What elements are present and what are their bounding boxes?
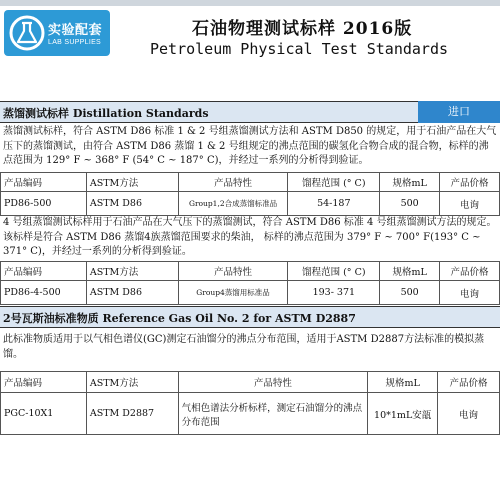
column-header: 产品价格 xyxy=(438,372,500,393)
product-code: PD86-4-500 xyxy=(1,281,87,305)
volume-spec: 500 xyxy=(380,281,440,305)
table-header-row xyxy=(1,173,500,192)
price: 电询 xyxy=(440,281,500,305)
table-row xyxy=(1,281,500,305)
import-badge[interactable]: 进口 xyxy=(418,101,500,123)
astm-method: ASTM D86 xyxy=(86,192,178,216)
page-title-cn: 石油物理测试标样 2016版 xyxy=(192,19,413,39)
product-feature: Group1,2合成蒸馏标准品 xyxy=(178,192,288,216)
column-header: 规格mL xyxy=(380,262,440,281)
astm-method: ASTM D2887 xyxy=(86,393,178,435)
table-header-row xyxy=(1,262,500,281)
table-row xyxy=(1,393,500,435)
column-header: 产品编码 xyxy=(1,372,87,393)
column-header: 馏程范围 (° C) xyxy=(288,173,380,192)
spec-table xyxy=(0,172,500,216)
column-header: 产品价格 xyxy=(440,262,500,281)
volume-spec: 500 xyxy=(380,192,440,216)
section-description: 蒸馏测试标样，符合 ASTM D86 标准 1 & 2 号组蒸馏测试方法和 ASTM D850 的规定，用于石油产品在大气压下的蒸馏测试，由符合 ASTM D86 蒸馏 1 & 2 号组规定的沸点范围的碳氢化合物合成的混合物，标样的沸点范围为 129° F ~ 368° F (54° C ~ 187° C)，并经过一系列的分析得到验证。 xyxy=(3,126,497,166)
section-description: 此标准物质适用于以气相色谱仪(GC)测定石油馏分的沸点分布范围，适用于ASTM D2887方法标准的模拟蒸馏。 xyxy=(3,334,485,360)
column-header: ASTM方法 xyxy=(86,173,178,192)
logo-text-cn: 实验配套 xyxy=(48,23,103,38)
column-header: ASTM方法 xyxy=(86,372,178,393)
product-code: PD86-500 xyxy=(1,192,87,216)
section-title: 2号瓦斯油标准物质 Reference Gas Oil No. 2 for ASTM D2887 xyxy=(3,312,356,325)
product-code: PGC-10X1 xyxy=(1,393,87,435)
price: 电询 xyxy=(440,192,500,216)
column-header: 产品编码 xyxy=(1,173,87,192)
volume-spec: 10*1mL安瓿 xyxy=(368,393,438,435)
column-header: 规格mL xyxy=(380,173,440,192)
column-header: 馏程范围 (° C) xyxy=(288,262,380,281)
section-header-distillation xyxy=(0,101,500,123)
section-description: 4 号组蒸馏测试标样用于石油产品在大气压下的蒸馏测试，符合 ASTM D86 标准 4 号组蒸馏测试方法的规定。 该标样是符合 ASTM D86 蒸馏4族蒸馏范围要求的柴油， 标样的沸点范围为 379° F ~ 700° F(193° C ~ 371° C)，并经过一系列的分析得到验证。 xyxy=(3,217,497,257)
spec-table xyxy=(0,261,500,305)
distillation-range: 54-187 xyxy=(288,192,380,216)
distillation-range: 193- 371 xyxy=(288,281,380,305)
spec-table xyxy=(0,371,500,435)
section-title: 蒸馏测试标样 Distillation Standards xyxy=(3,107,209,120)
column-header: 产品特性 xyxy=(178,173,288,192)
product-feature: Group4蒸馏用标准品 xyxy=(178,281,288,305)
table-header-row xyxy=(1,372,500,393)
page-title-en: Petroleum Physical Test Standards xyxy=(150,40,449,58)
column-header: 产品编码 xyxy=(1,262,87,281)
table-row xyxy=(1,192,500,216)
section-header-gas-oil xyxy=(0,306,500,328)
column-header: 规格mL xyxy=(368,372,438,393)
column-header: ASTM方法 xyxy=(86,262,178,281)
product-feature: 气相色谱法分析标样，测定石油馏分的沸点分布范围 xyxy=(178,393,368,435)
top-strip xyxy=(0,0,500,6)
column-header: 产品特性 xyxy=(178,372,368,393)
column-header: 产品特性 xyxy=(178,262,288,281)
flask-icon xyxy=(8,14,46,52)
price: 电询 xyxy=(438,393,500,435)
logo-text-en: LAB SUPPLIES xyxy=(48,39,102,46)
brand-logo xyxy=(4,10,110,56)
astm-method: ASTM D86 xyxy=(86,281,178,305)
column-header: 产品价格 xyxy=(440,173,500,192)
